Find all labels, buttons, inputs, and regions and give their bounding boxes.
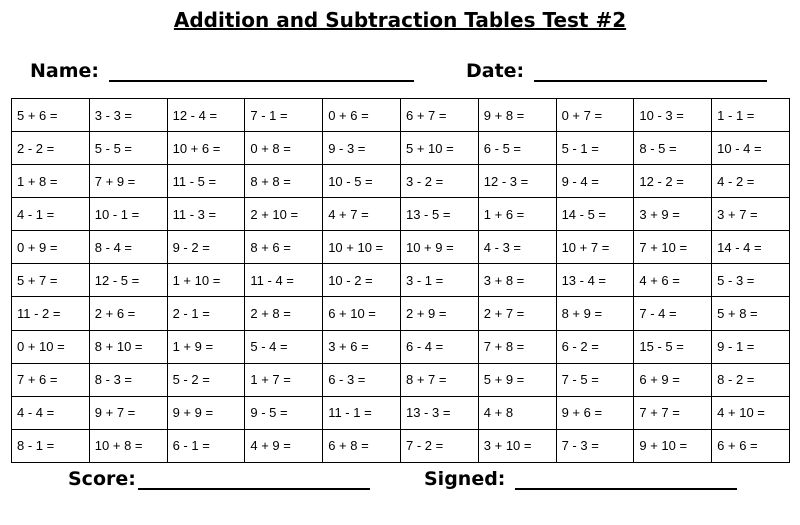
- problem-cell: 2 + 7 =: [478, 297, 556, 330]
- problem-cell: 7 + 6 =: [12, 363, 90, 396]
- date-line[interactable]: [534, 62, 767, 82]
- grid-row: [12, 429, 790, 462]
- problem-cell: 8 + 9 =: [556, 297, 634, 330]
- problem-cell: 2 + 10 =: [245, 198, 323, 231]
- name-label: Name:: [30, 60, 100, 82]
- problem-cell: 2 + 8 =: [245, 297, 323, 330]
- signed-label: Signed:: [424, 468, 506, 490]
- problem-cell: 1 + 7 =: [245, 363, 323, 396]
- grid-row: [12, 297, 790, 330]
- problem-cell: 7 - 2 =: [400, 429, 478, 462]
- problem-cell: 8 + 10 =: [89, 330, 167, 363]
- problem-grid: [11, 98, 790, 463]
- problem-cell: 13 - 4 =: [556, 264, 634, 297]
- problem-cell: 5 + 8 =: [712, 297, 790, 330]
- problem-cell: 6 - 4 =: [400, 330, 478, 363]
- signed-field[interactable]: [424, 468, 737, 490]
- problem-cell: 10 - 1 =: [89, 198, 167, 231]
- grid-row: [12, 165, 790, 198]
- problem-cell: 9 + 8 =: [478, 99, 556, 132]
- problem-cell: 7 - 5 =: [556, 363, 634, 396]
- problem-cell: 6 - 2 =: [556, 330, 634, 363]
- score-line[interactable]: [138, 470, 370, 490]
- problem-cell: 0 + 7 =: [556, 99, 634, 132]
- problem-cell: 11 - 2 =: [12, 297, 90, 330]
- problem-cell: 3 - 3 =: [89, 99, 167, 132]
- problem-cell: 7 + 9 =: [89, 165, 167, 198]
- problem-cell: 10 + 9 =: [400, 231, 478, 264]
- problem-cell: 9 - 5 =: [245, 396, 323, 429]
- problem-cell: 10 + 6 =: [167, 132, 245, 165]
- problem-cell: 7 - 1 =: [245, 99, 323, 132]
- grid-row: [12, 99, 790, 132]
- problem-cell: 7 - 3 =: [556, 429, 634, 462]
- problem-cell: 2 + 9 =: [400, 297, 478, 330]
- problem-cell: 15 - 5 =: [634, 330, 712, 363]
- problem-cell: 0 + 10 =: [12, 330, 90, 363]
- problem-cell: 5 + 10 =: [400, 132, 478, 165]
- problem-cell: 5 - 1 =: [556, 132, 634, 165]
- problem-cell: 7 + 8 =: [478, 330, 556, 363]
- problem-cell: 6 + 7 =: [400, 99, 478, 132]
- problem-cell: 0 + 6 =: [323, 99, 401, 132]
- problem-cell: 13 - 5 =: [400, 198, 478, 231]
- problem-cell: 6 + 6 =: [712, 429, 790, 462]
- problem-cell: 6 + 10 =: [323, 297, 401, 330]
- problem-cell: 5 + 7 =: [12, 264, 90, 297]
- problem-cell: 7 - 4 =: [634, 297, 712, 330]
- problem-cell: 10 + 10 =: [323, 231, 401, 264]
- problem-cell: 12 - 3 =: [478, 165, 556, 198]
- problem-cell: 6 + 9 =: [634, 363, 712, 396]
- problem-cell: 4 + 8: [478, 396, 556, 429]
- problem-cell: 9 + 9 =: [167, 396, 245, 429]
- problem-cell: 14 - 5 =: [556, 198, 634, 231]
- problem-cell: 0 + 8 =: [245, 132, 323, 165]
- grid-row: [12, 231, 790, 264]
- problem-cell: 3 + 9 =: [634, 198, 712, 231]
- problem-cell: 9 - 1 =: [712, 330, 790, 363]
- problem-cell: 2 - 2 =: [12, 132, 90, 165]
- name-field[interactable]: [30, 60, 414, 82]
- problem-cell: 4 + 9 =: [245, 429, 323, 462]
- problem-cell: 8 - 4 =: [89, 231, 167, 264]
- problem-cell: 5 + 9 =: [478, 363, 556, 396]
- problem-cell: 6 - 1 =: [167, 429, 245, 462]
- score-label: Score:: [68, 468, 136, 490]
- problem-cell: 8 + 6 =: [245, 231, 323, 264]
- problem-cell: 6 + 8 =: [323, 429, 401, 462]
- problem-cell: 10 + 8 =: [89, 429, 167, 462]
- problem-cell: 4 - 1 =: [12, 198, 90, 231]
- problem-cell: 7 + 10 =: [634, 231, 712, 264]
- problem-cell: 12 - 4 =: [167, 99, 245, 132]
- problem-cell: 3 + 10 =: [478, 429, 556, 462]
- problem-cell: 3 + 6 =: [323, 330, 401, 363]
- problem-cell: 9 + 7 =: [89, 396, 167, 429]
- problem-cell: 10 - 4 =: [712, 132, 790, 165]
- problem-cell: 6 - 3 =: [323, 363, 401, 396]
- problem-cell: 11 - 1 =: [323, 396, 401, 429]
- problem-cell: 8 - 2 =: [712, 363, 790, 396]
- problem-cell: 5 - 5 =: [89, 132, 167, 165]
- problem-cell: 2 - 1 =: [167, 297, 245, 330]
- problem-cell: 10 - 5 =: [323, 165, 401, 198]
- date-field[interactable]: [466, 60, 767, 82]
- problem-cell: 8 - 1 =: [12, 429, 90, 462]
- problem-cell: 7 + 7 =: [634, 396, 712, 429]
- problem-cell: 11 - 5 =: [167, 165, 245, 198]
- name-line[interactable]: [109, 62, 414, 82]
- problem-cell: 10 - 3 =: [634, 99, 712, 132]
- problem-cell: 8 - 3 =: [89, 363, 167, 396]
- problem-cell: 1 + 10 =: [167, 264, 245, 297]
- problem-cell: 3 + 8 =: [478, 264, 556, 297]
- grid-row: [12, 363, 790, 396]
- grid-row: [12, 396, 790, 429]
- problem-cell: 1 + 8 =: [12, 165, 90, 198]
- problem-cell: 11 - 4 =: [245, 264, 323, 297]
- problem-cell: 8 + 8 =: [245, 165, 323, 198]
- problem-cell: 9 + 10 =: [634, 429, 712, 462]
- problem-cell: 1 + 6 =: [478, 198, 556, 231]
- problem-cell: 4 + 10 =: [712, 396, 790, 429]
- problem-cell: 6 - 5 =: [478, 132, 556, 165]
- grid-row: [12, 330, 790, 363]
- problem-cell: 4 - 3 =: [478, 231, 556, 264]
- problem-cell: 11 - 3 =: [167, 198, 245, 231]
- problem-cell: 3 + 7 =: [712, 198, 790, 231]
- grid-row: [12, 264, 790, 297]
- problem-cell: 5 + 6 =: [12, 99, 90, 132]
- problem-cell: 3 - 1 =: [400, 264, 478, 297]
- page-title: Addition and Subtraction Tables Test #2: [173, 8, 627, 32]
- problem-cell: 5 - 3 =: [712, 264, 790, 297]
- problem-cell: 9 - 2 =: [167, 231, 245, 264]
- problem-cell: 12 - 5 =: [89, 264, 167, 297]
- problem-cell: 0 + 9 =: [12, 231, 90, 264]
- problem-cell: 8 - 5 =: [634, 132, 712, 165]
- problem-cell: 9 - 3 =: [323, 132, 401, 165]
- problem-cell: 1 - 1 =: [712, 99, 790, 132]
- grid-row: [12, 132, 790, 165]
- problem-cell: 8 + 7 =: [400, 363, 478, 396]
- problem-cell: 4 - 2 =: [712, 165, 790, 198]
- problem-cell: 4 + 7 =: [323, 198, 401, 231]
- problem-cell: 9 + 6 =: [556, 396, 634, 429]
- problem-cell: 5 - 2 =: [167, 363, 245, 396]
- problem-cell: 14 - 4 =: [712, 231, 790, 264]
- problem-cell: 2 + 6 =: [89, 297, 167, 330]
- problem-cell: 4 + 6 =: [634, 264, 712, 297]
- score-field[interactable]: [68, 468, 370, 490]
- problem-cell: 10 - 2 =: [323, 264, 401, 297]
- problem-cell: 4 - 4 =: [12, 396, 90, 429]
- problem-cell: 10 + 7 =: [556, 231, 634, 264]
- problem-cell: 3 - 2 =: [400, 165, 478, 198]
- problem-cell: 9 - 4 =: [556, 165, 634, 198]
- problem-cell: 5 - 4 =: [245, 330, 323, 363]
- grid-row: [12, 198, 790, 231]
- problem-cell: 12 - 2 =: [634, 165, 712, 198]
- date-label: Date:: [466, 60, 525, 82]
- problem-cell: 1 + 9 =: [167, 330, 245, 363]
- problem-cell: 13 - 3 =: [400, 396, 478, 429]
- signed-line[interactable]: [515, 470, 737, 490]
